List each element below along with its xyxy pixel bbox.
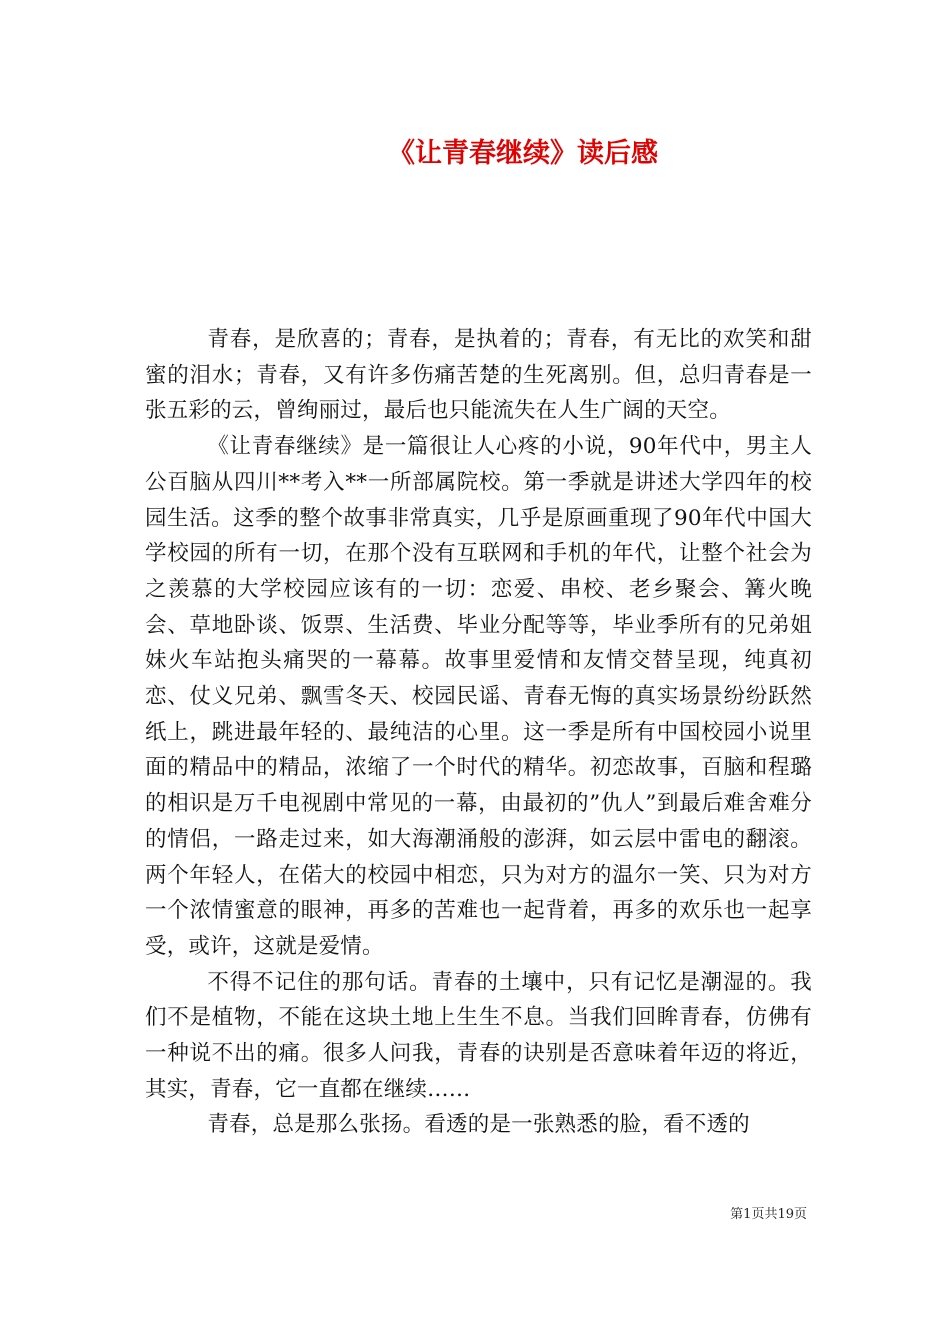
document-title: 《让青春继续》读后感 bbox=[388, 138, 658, 169]
document-body bbox=[145, 322, 812, 1143]
paragraph-1: 青春，是欣喜的；青春，是执着的；青春，有无比的欢笑和甜蜜的泪水；青春，又有许多伤痛苦楚的生死离别。但，总归青春是一张五彩的云，曾绚丽过，最后也只能流失在人生广阔的天空。 bbox=[145, 327, 812, 424]
page-number-footer: 第1页共19页 bbox=[730, 1207, 807, 1222]
paragraph-3: 不得不记住的那句话。青春的土壤中，只有记忆是潮湿的。我们不是植物，不能在这块土地上生生不息。当我们回眸青春，仿佛有一种说不出的痛。很多人问我，青春的诀别是否意味着年迈的将近，其实，青春，它一直都在继续…… bbox=[145, 969, 812, 1102]
paragraph-4: 青春，总是那么张扬。看透的是一张熟悉的脸，看不透的 bbox=[207, 1112, 750, 1138]
paragraph-2: 《让青春继续》是一篇很让人心疼的小说，90年代中，男主人公百脑从四川**考入**一所部属院校。第一季就是讲述大学四年的校园生活。这季的整个故事非常真实，几乎是原画重现了90年代中国大学校园的所有一切，在那个没有互联网和手机的年代，让整个社会为之羡慕的大学校园应该有的一切：恋爱、串校、老乡聚会、篝火晚会、草地卧谈、饭票、生活费、毕业分配等等，毕业季所有的兄弟姐妹火车站抱头痛哭的一幕幕。故事里爱情和友情交替呈现，纯真初恋、仗义兄弟、飘雪冬天、校园民谣、青春无悔的真实场景纷纷跃然纸上，跳进最年轻的、最纯洁的心里。这一季是所有中国校园小说里面的精品中的精品，浓缩了一个时代的精华。初恋故事，百脑和程璐的相识是万千电视剧中常见的一幕，由最初的”仇人”到最后难舍难分的情侣，一路走过来，如大海潮涌般的澎湃，如云层中雷电的翻滚。两个年轻人，在偌大的校园中相恋，只为对方的温尔一笑、只为对方一个浓情蜜意的眼神，再多的苦难也一起背着，再多的欢乐也一起享受，或许，这就是爱情。 bbox=[145, 434, 812, 959]
